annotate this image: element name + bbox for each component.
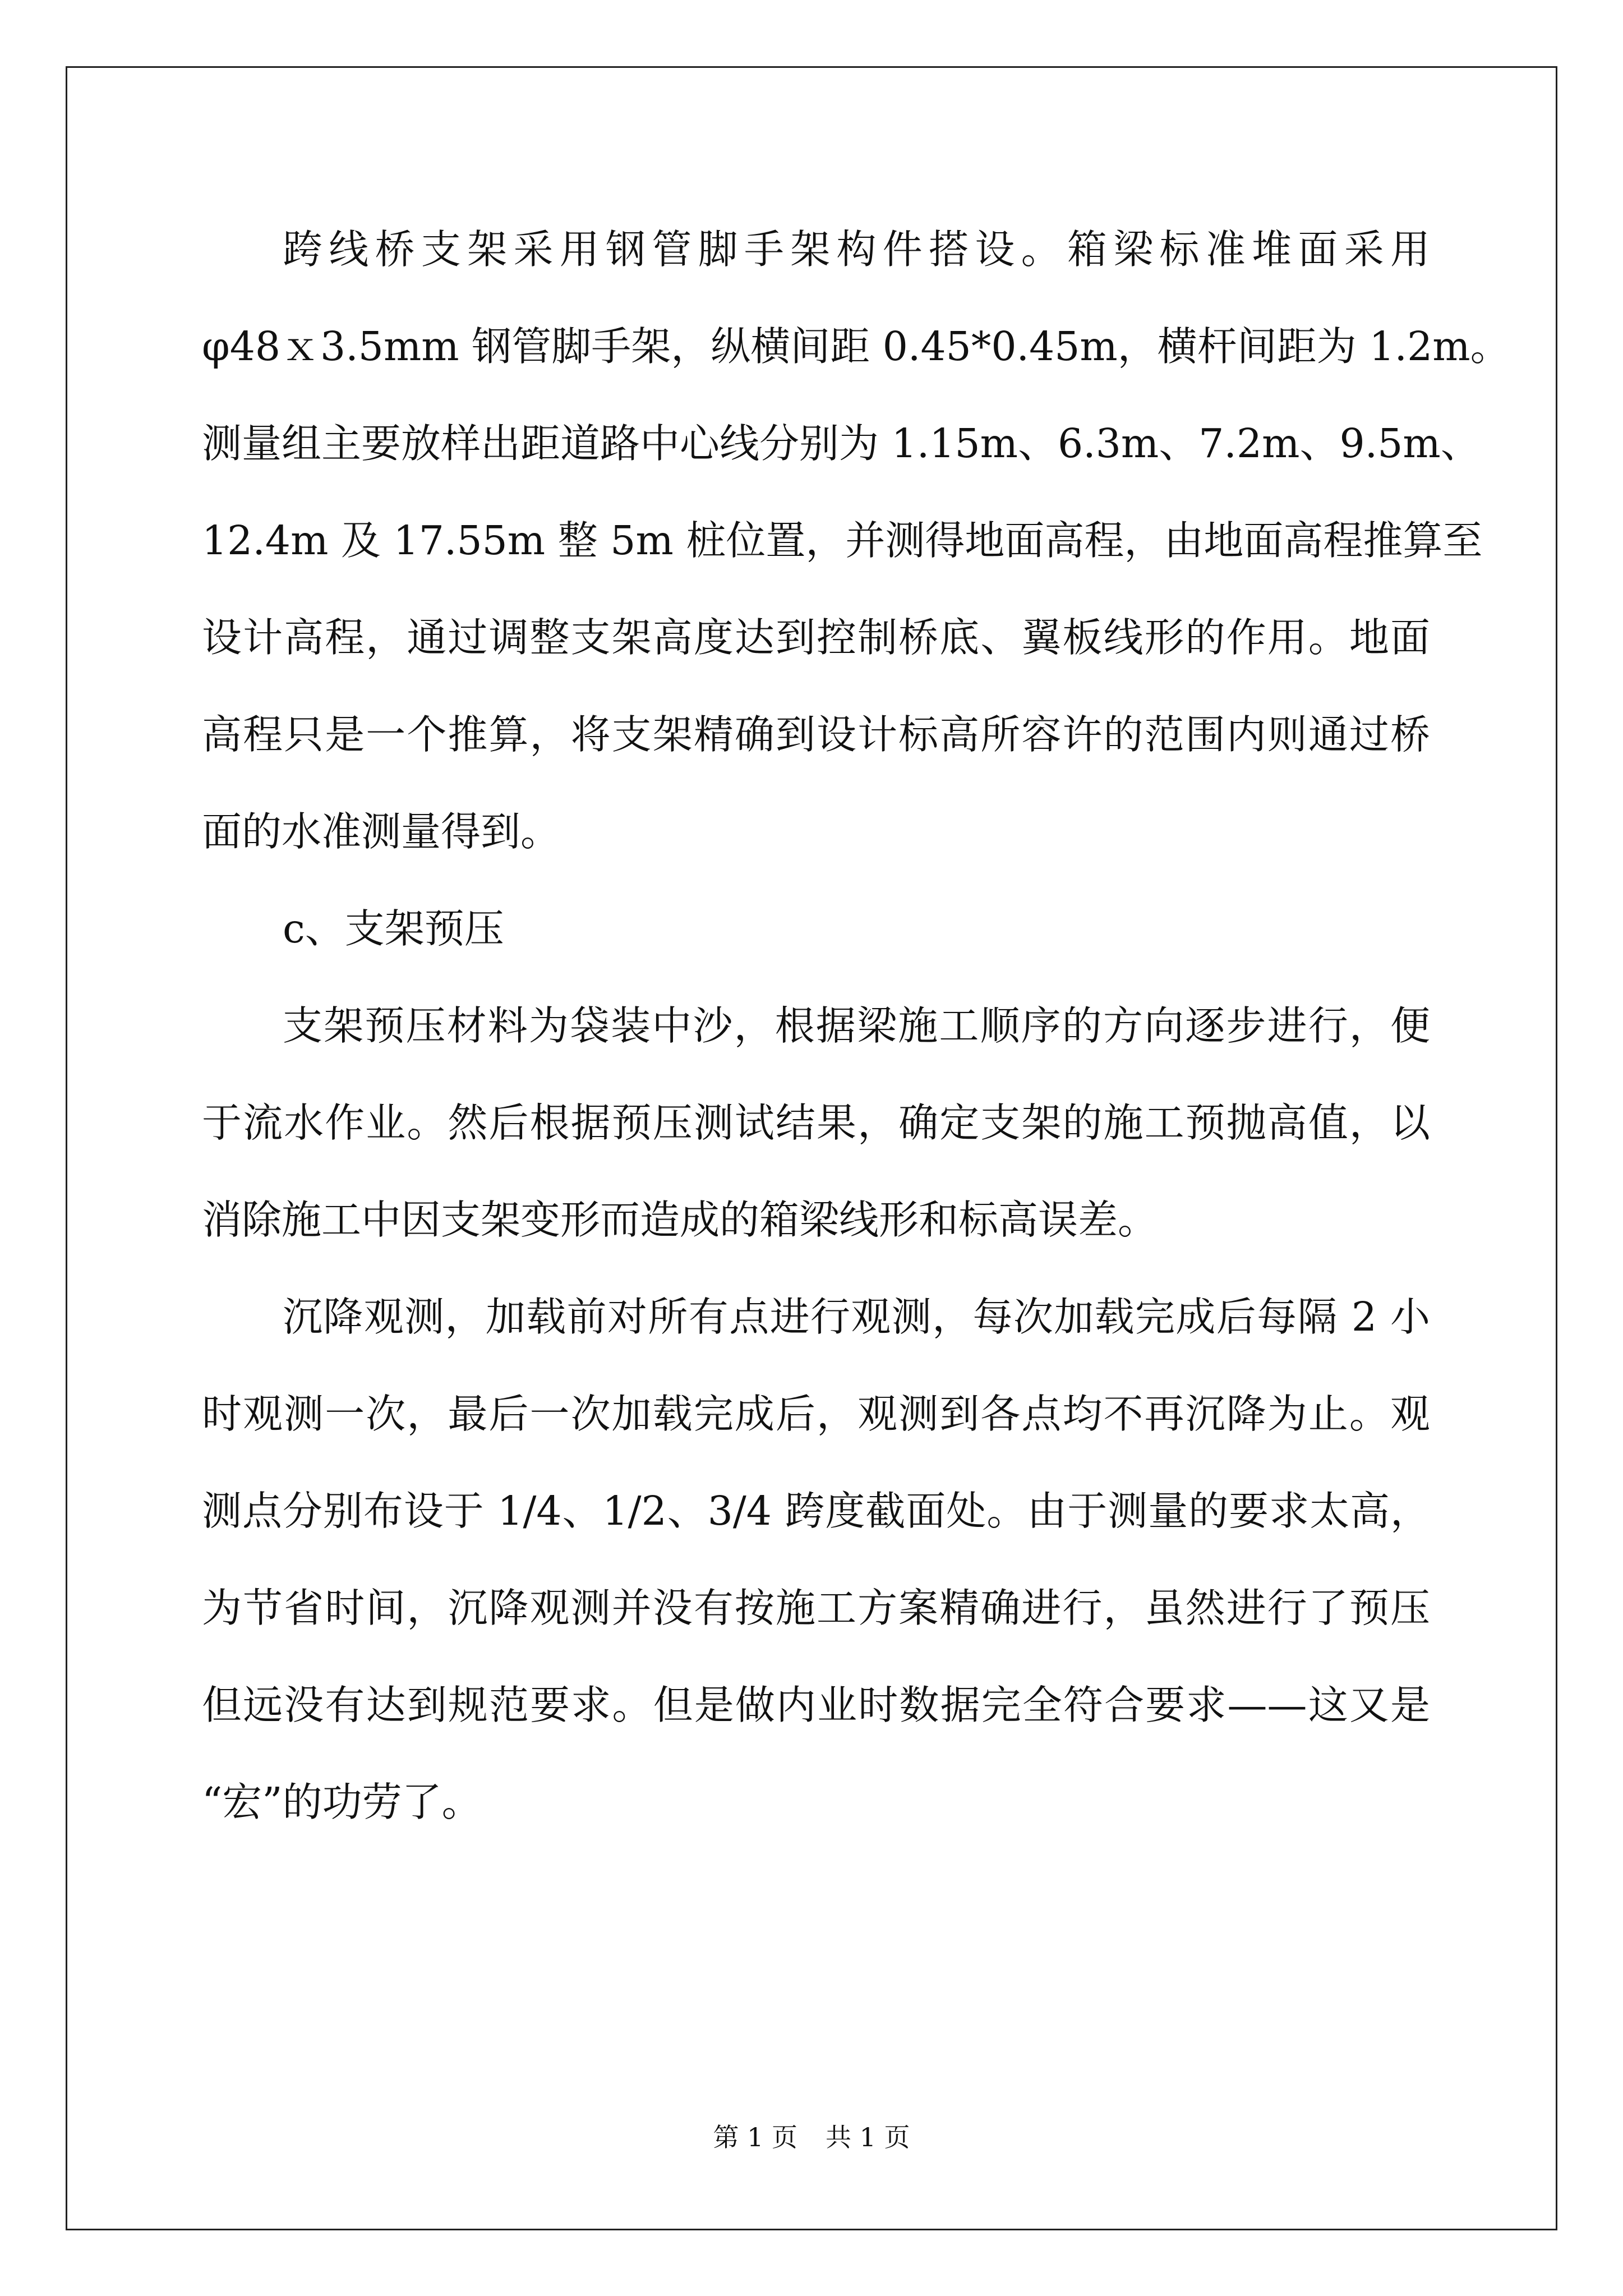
paragraph-line: 支架预压材料为袋装中沙，根据梁施工顺序的方向逐步进行，便 (283, 1002, 1430, 1049)
paragraph-line: “宏”的功劳了。 (202, 1779, 482, 1825)
paragraph-line: 于流水作业。然后根据预压测试结果，确定支架的施工预抛高值，以 (202, 1099, 1430, 1146)
paragraph-line: 12.4m 及 17.55m 整 5m 桩位置，并测得地面高程，由地面高程推算至 (202, 517, 1483, 564)
paragraph-line: 消除施工中因支架变形而造成的箱梁线形和标高误差。 (202, 1197, 1158, 1243)
page-number: 第 1 页 (713, 2122, 797, 2152)
paragraph-line: 高程只是一个推算，将支架精确到设计标高所容许的范围内则通过桥 (202, 711, 1430, 758)
paragraph-line: 测点分别布设于 1/4、1/2、3/4 跨度截面处。由于测量的要求太高， (202, 1488, 1430, 1534)
paragraph-line: 测量组主要放样出距道路中心线分别为 1.15m、6.3m、7.2m、9.5m、 (202, 420, 1481, 467)
paragraph-line: 跨线桥支架采用钢管脚手架构件搭设。箱梁标准堆面采用 (283, 226, 1430, 273)
document-body (202, 216, 1510, 1866)
page-total: 共 1 页 (826, 2122, 910, 2152)
paragraph-line: 设计高程，通过调整支架高度达到控制桥底、翼板线形的作用。地面 (202, 614, 1430, 661)
paragraph-line: 时观测一次，最后一次加载完成后，观测到各点均不再沉降为止。观 (202, 1391, 1430, 1437)
paragraph-line: 面的水准测量得到。 (202, 808, 561, 855)
paragraph-line: 为节省时间，沉降观测并没有按施工方案精确进行，虽然进行了预压 (202, 1585, 1430, 1631)
paragraph-line: 沉降观测，加载前对所有点进行观测，每次加载完成后每隔 2 小 (283, 1294, 1430, 1340)
page-footer (0, 2120, 1623, 2154)
section-heading: c、支架预压 (283, 905, 504, 952)
paragraph-line: 但远没有达到规范要求。但是做内业时数据完全符合要求——这又是 (202, 1682, 1430, 1728)
paragraph-line: φ48ｘ3.5mm 钢管脚手架，纵横间距 0.45*0.45m，横杆间距为 1.2m。 (202, 323, 1510, 370)
